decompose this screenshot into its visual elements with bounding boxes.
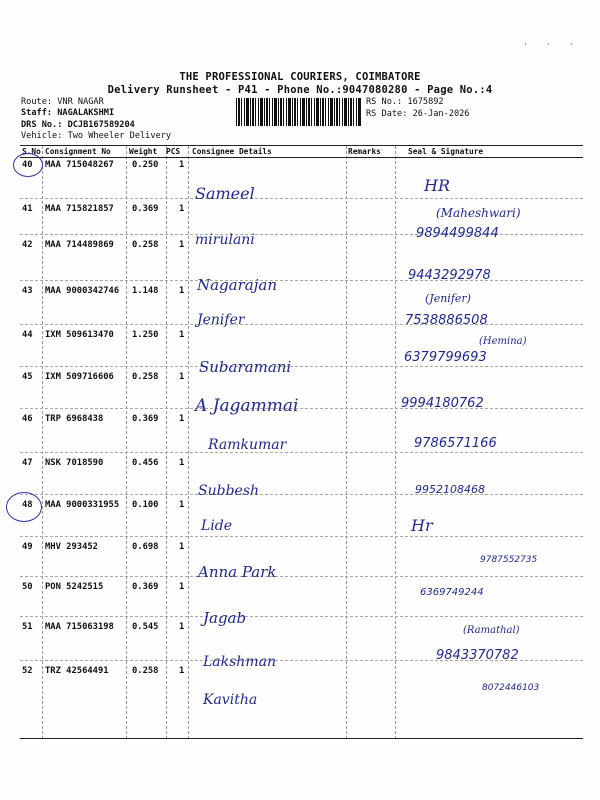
col-header-remarks: Remarks: [348, 147, 381, 156]
row-sno: 43: [22, 286, 33, 296]
handwritten-phone: 6379799693: [404, 350, 487, 365]
handwritten-name: Subbesh: [198, 483, 260, 499]
handwritten-phone: 9894499844: [416, 226, 499, 241]
handwritten-phone: 6369749244: [420, 587, 484, 598]
row-consignment: MAA 9000342746: [45, 286, 120, 296]
handwritten-name: Lide: [201, 518, 233, 534]
row-sno: 50: [22, 582, 33, 592]
row-divider: [20, 576, 583, 577]
row-consignment: MHV 293452: [45, 542, 98, 552]
company-title: THE PROFESSIONAL COURIERS, COIMBATORE: [179, 71, 421, 83]
row-divider: [20, 452, 583, 453]
row-weight: 0.258: [132, 666, 159, 676]
handwritten-phone: 9786571166: [414, 436, 497, 451]
handwritten-seal: (Jenifer): [425, 292, 471, 305]
row-pcs: 1: [179, 286, 185, 296]
col-header-sno: S.No: [22, 147, 41, 156]
handwritten-name: Jagab: [203, 609, 247, 627]
row-divider: [20, 494, 583, 495]
row-consignment: PON 5242515: [45, 582, 104, 592]
row-weight: 0.258: [132, 240, 159, 250]
row-weight: 0.698: [132, 542, 159, 552]
row-weight: 0.369: [132, 414, 159, 424]
handwritten-name: Subaramani: [199, 358, 292, 376]
row-weight: 0.456: [132, 458, 159, 468]
row-consignment: TRP 6968438: [45, 414, 104, 424]
row-sno: 47: [22, 458, 33, 468]
row-divider: [20, 616, 583, 617]
row-pcs: 1: [179, 204, 185, 214]
row-sno: 45: [22, 372, 33, 382]
row-pcs: 1: [179, 414, 185, 424]
row-weight: 0.545: [132, 622, 159, 632]
handwritten-phone: 9843370782: [436, 648, 519, 663]
handwritten-name: Kavitha: [203, 692, 258, 708]
row-sno: 41: [22, 204, 33, 214]
row-weight: 0.258: [132, 372, 159, 382]
row-sno: 44: [22, 330, 33, 340]
handwritten-phone: 7538886508: [405, 313, 488, 328]
circle-mark: [13, 153, 43, 177]
rs-number: RS No.: 1675892: [366, 97, 444, 107]
col-header-seal: Seal & Signature: [408, 147, 484, 156]
row-sno: 48: [22, 500, 33, 510]
top-dots: · · ·: [522, 40, 580, 50]
row-weight: 1.148: [132, 286, 159, 296]
handwritten-seal: (Ramathal): [463, 625, 520, 636]
row-pcs: 1: [179, 622, 185, 632]
handwritten-name: Lakshman: [203, 654, 276, 670]
handwritten-name: A Jagammai: [195, 396, 299, 416]
row-sno: 40: [22, 160, 33, 170]
handwritten-phone: 9443292978: [408, 268, 491, 283]
row-consignment: IXM 509716606: [45, 372, 114, 382]
handwritten-seal: Hr: [411, 516, 433, 535]
handwritten-name: Jenifer: [197, 312, 245, 328]
row-weight: 0.369: [132, 582, 159, 592]
row-sno: 42: [22, 240, 33, 250]
col-header-weight: Weight: [129, 147, 158, 156]
row-pcs: 1: [179, 240, 185, 250]
row-divider: [20, 366, 583, 367]
handwritten-seal: HR: [424, 176, 450, 195]
col-header-consignment: Consignment No: [45, 147, 111, 156]
row-weight: 0.100: [132, 500, 159, 510]
row-weight: 0.369: [132, 204, 159, 214]
row-divider: [20, 536, 583, 537]
handwritten-phone: 9994180762: [401, 396, 484, 411]
row-divider: [20, 408, 583, 409]
table-bottom-line: [20, 738, 583, 739]
col-header-consignee: Consignee Details: [192, 147, 272, 156]
row-consignment: MAA 715821857: [45, 204, 114, 214]
handwritten-phone: 8072446103: [482, 683, 540, 693]
row-consignment: MAA 715048267: [45, 160, 114, 170]
vehicle-label: Vehicle: Two Wheeler Delivery: [21, 131, 172, 141]
row-weight: 0.250: [132, 160, 159, 170]
staff-label: Staff: NAGALAKSHMI: [21, 108, 115, 118]
handwritten-name: Sameel: [195, 184, 255, 203]
row-pcs: 1: [179, 582, 185, 592]
handwritten-phone: 9952108468: [415, 483, 485, 496]
row-divider: [20, 198, 583, 199]
route-label: Route: VNR NAGAR: [21, 97, 104, 107]
drs-label: DRS No.: DCJB167589204: [21, 120, 135, 130]
row-consignment: IXM 509613470: [45, 330, 114, 340]
row-pcs: 1: [179, 458, 185, 468]
handwritten-name: Anna Park: [198, 563, 277, 581]
circle-mark: [6, 492, 42, 522]
handwritten-seal: (Maheshwari): [436, 206, 521, 220]
row-weight: 1.250: [132, 330, 159, 340]
handwritten-seal: (Hemina): [479, 336, 527, 347]
row-sno: 46: [22, 414, 33, 424]
row-consignment: MAA 715063198: [45, 622, 114, 632]
row-pcs: 1: [179, 330, 185, 340]
row-consignment: MAA 714489869: [45, 240, 114, 250]
row-pcs: 1: [179, 542, 185, 552]
row-pcs: 1: [179, 500, 185, 510]
row-divider: [20, 324, 583, 325]
row-consignment: TRZ 42564491: [45, 666, 109, 676]
row-consignment: NSK 7018590: [45, 458, 104, 468]
handwritten-name: Nagarajan: [197, 276, 277, 294]
row-pcs: 1: [179, 160, 185, 170]
row-sno: 52: [22, 666, 33, 676]
handwritten-phone: 9787552735: [480, 555, 538, 565]
row-pcs: 1: [179, 666, 185, 676]
row-pcs: 1: [179, 372, 185, 382]
handwritten-name: mirulani: [195, 232, 255, 248]
row-consignment: MAA 9000331955: [45, 500, 120, 510]
row-divider: [20, 280, 583, 281]
handwritten-name: Ramkumar: [208, 437, 287, 453]
row-sno: 49: [22, 542, 33, 552]
barcode: [236, 98, 362, 126]
runsheet-title: Delivery Runsheet - P41 - Phone No.:9047080280 - Page No.:4: [107, 84, 493, 96]
col-header-pcs: PCS: [166, 147, 181, 156]
row-sno: 51: [22, 622, 33, 632]
rs-date: RS Date: 26-Jan-2026: [366, 109, 470, 119]
